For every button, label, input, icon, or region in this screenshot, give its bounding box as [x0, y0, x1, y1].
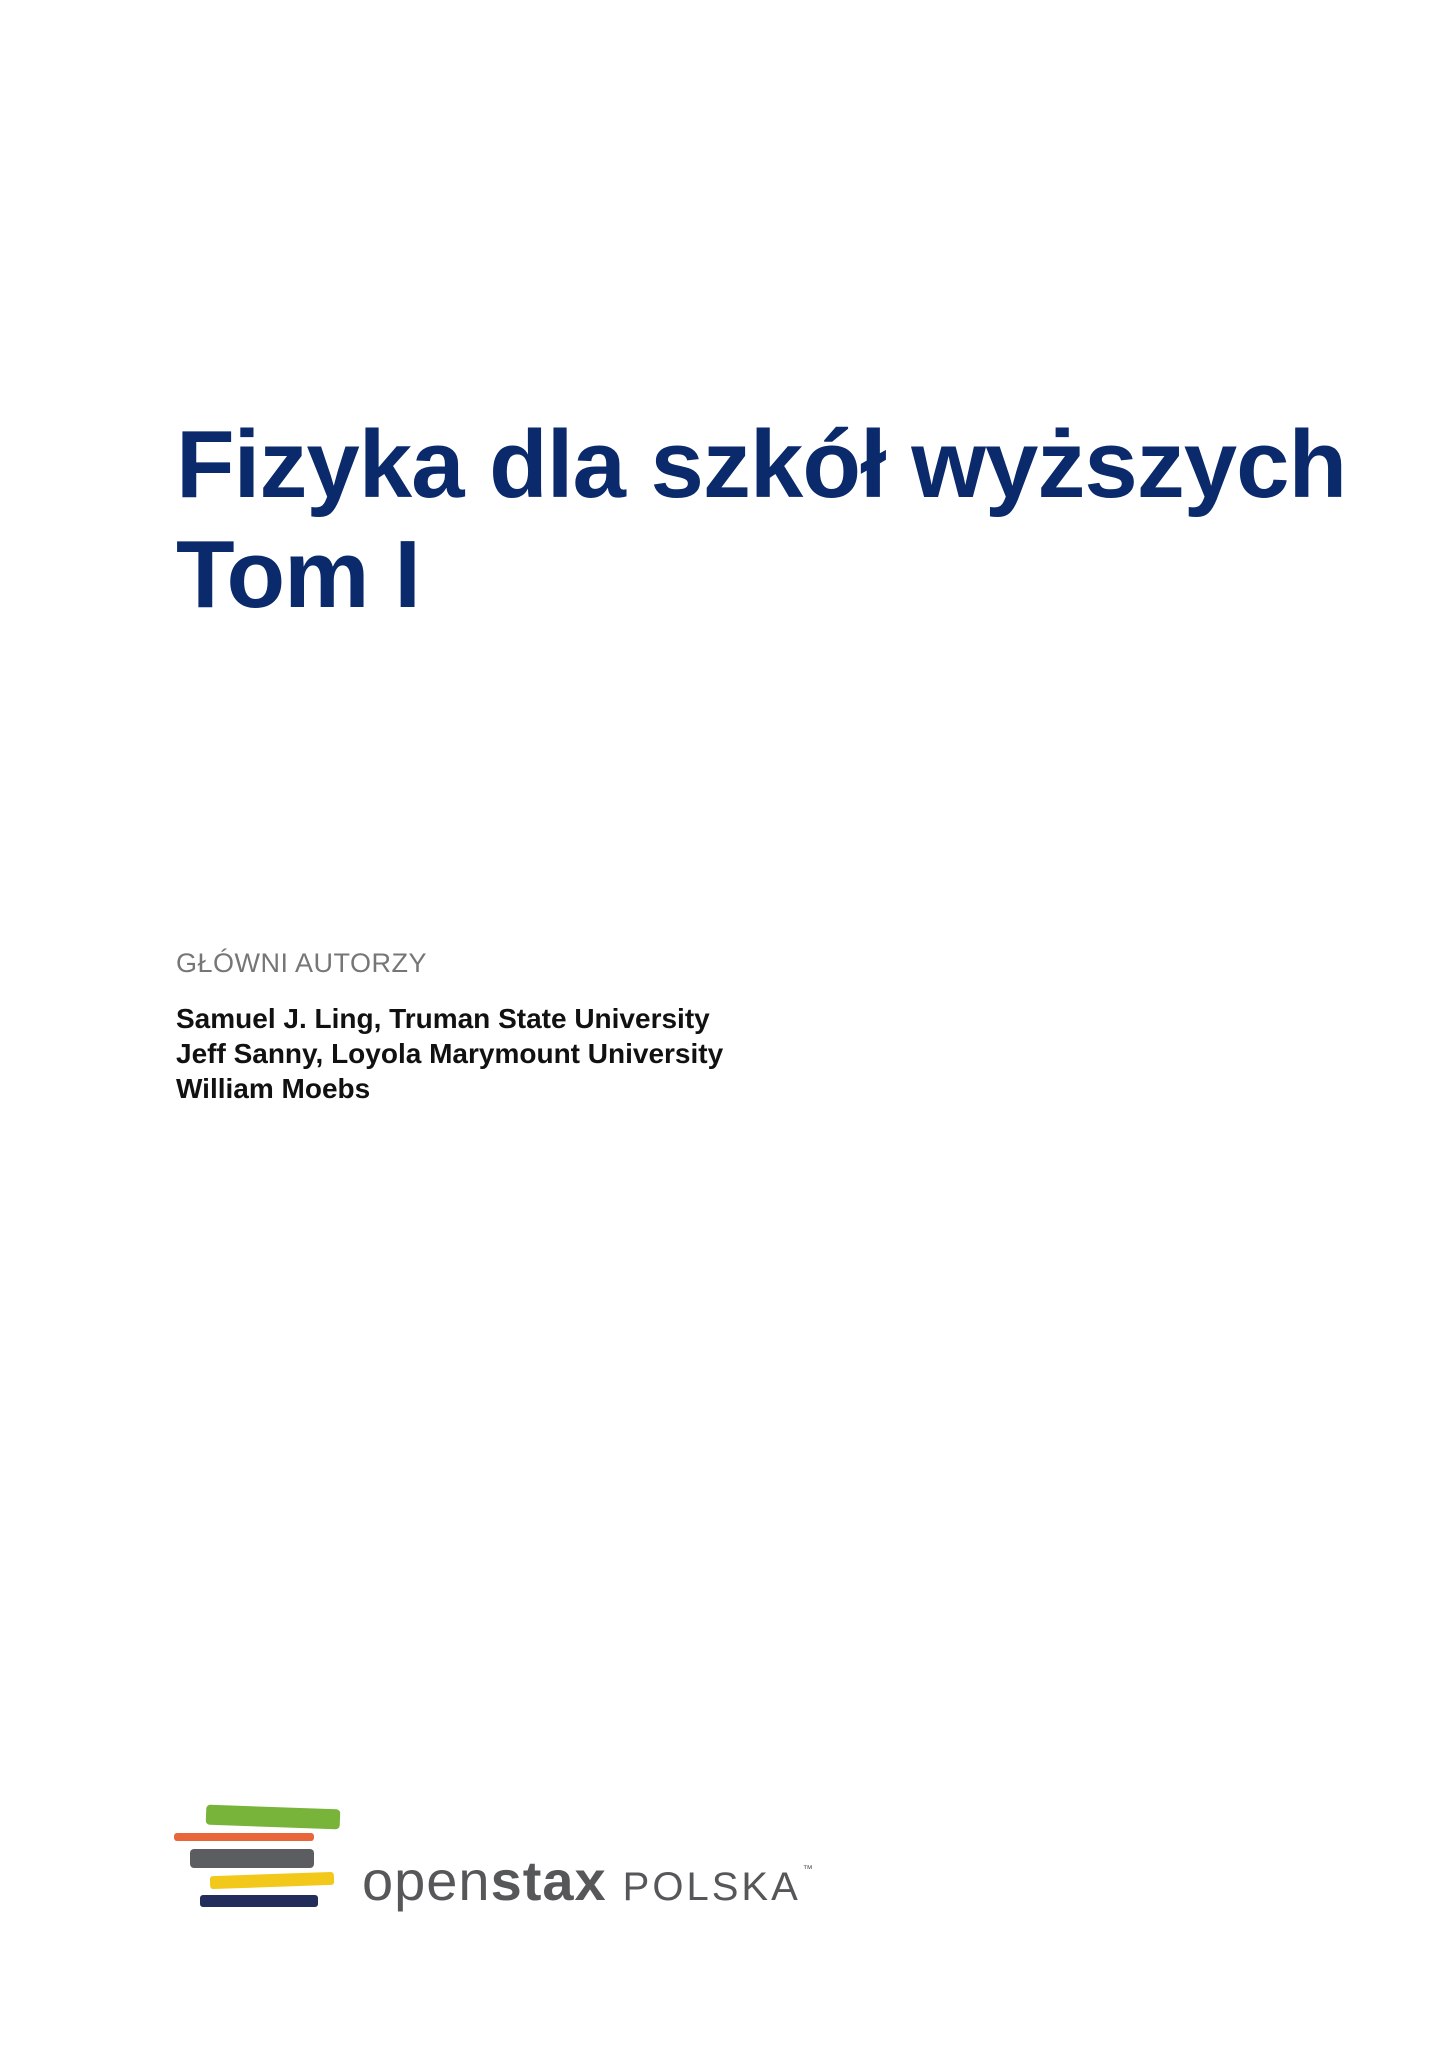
book-bar-gray: [190, 1849, 314, 1868]
logo-wordmark: [362, 1840, 813, 1926]
logo-word-open: open: [362, 1849, 491, 1912]
logo-region: POLSKA: [622, 1865, 801, 1909]
openstax-polska-logo: [174, 1800, 814, 1920]
author-item: William Moebs: [176, 1073, 371, 1104]
book-bar-navy: [200, 1895, 318, 1907]
author-item: Jeff Sanny, Loyola Marymount University: [176, 1038, 724, 1069]
book-title: [176, 410, 1356, 630]
trademark-symbol: ™: [802, 1864, 813, 1875]
logo-word-stax: stax: [490, 1849, 607, 1912]
book-bar-green: [206, 1805, 341, 1830]
authors-heading: GŁÓWNI AUTORZY: [176, 948, 428, 978]
authors-section: [176, 945, 1076, 1106]
author-list: [176, 1001, 1076, 1106]
book-title-line-2: Tom I: [176, 521, 420, 628]
author-item: Samuel J. Ling, Truman State University: [176, 1003, 710, 1034]
book-bar-orange: [174, 1833, 314, 1841]
stacked-books-icon: [174, 1800, 344, 1920]
book-title-line-1: Fizyka dla szkół wyższych: [176, 411, 1347, 518]
book-bar-yellow: [210, 1872, 334, 1889]
